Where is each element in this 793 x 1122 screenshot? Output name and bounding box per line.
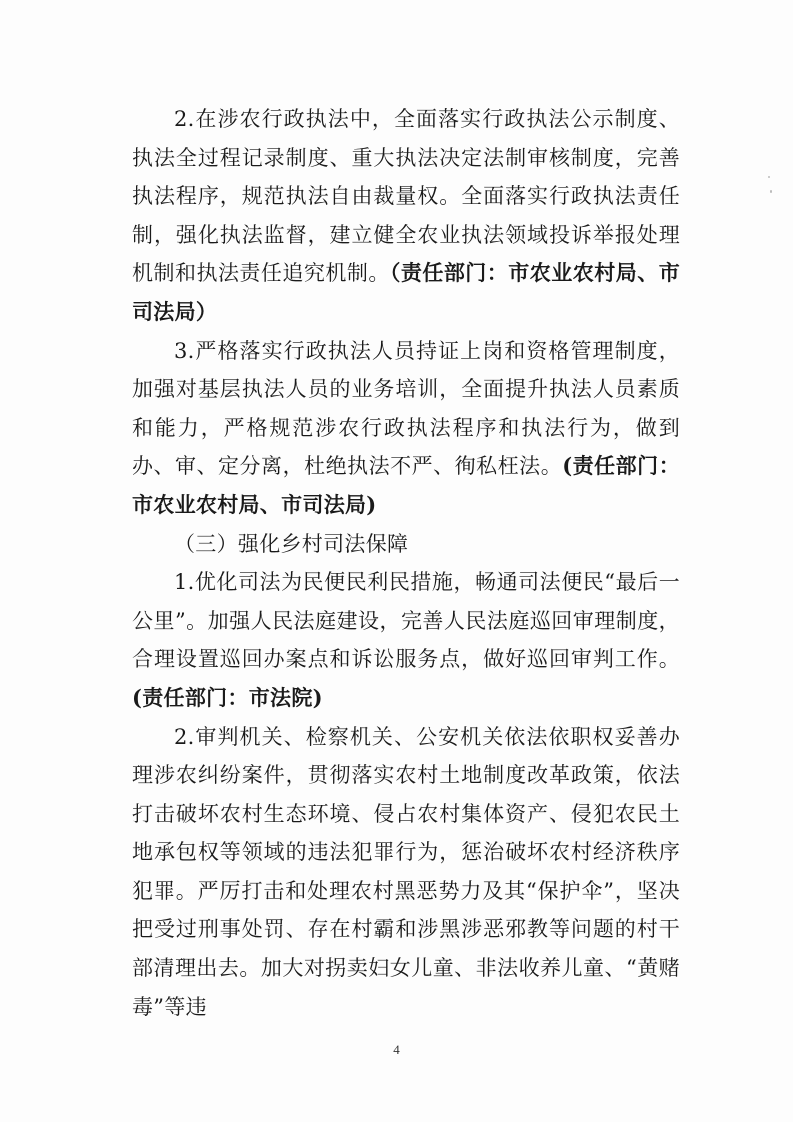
paragraph-item-2-judicial [132,718,680,1027]
scan-speck [768,176,770,178]
responsible-department: （责任部门：市农业农村局、市司法局） [132,260,680,324]
paragraph-item-3 [132,332,680,525]
paragraph-text: 2.在涉农行政执法中，全面落实行政执法公示制度、执法全过程记录制度、重大执法决定法制审核制度，完善执法程序，规范执法自由裁量权。全面落实行政执法责任制，强化执法监督，建立健全农业执法领域投诉举报处理机制和执法责任追究机制。 [132,107,680,286]
paragraph-text: 1.优化司法为民便民利民措施，畅通司法便民“最后一公里”。加强人民法庭建设，完善人民法庭巡回审理制度，合理设置巡回办案点和诉讼服务点，做好巡回审判工作。 [132,570,680,672]
document-body [132,100,680,1026]
paragraph-text: 3.严格落实行政执法人员持证上岗和资格管理制度，加强对基层执法人员的业务培训，全面提升执法人员素质和能力，严格规范涉农行政执法程序和执法行为，做到办、审、定分离，杜绝执法不严、徇私枉法。 [132,338,680,479]
paragraph-text: 2.审判机关、检察机关、公安机关依法依职权妥善办理涉农纠纷案件，贯彻落实农村土地制度改革政策，依法打击破坏农村生态环境、侵占农村集体资产、侵犯农民土地承包权等领域的违法犯罪行为，惩治破坏农村经济秩序犯罪。严厉打击和处理农村黑恶势力及其“保护伞”，坚决把受过刑事处罚、存在村霸和涉黑涉恶邪教等问题的村干部清理出去。加大对拐卖妇女儿童、非法收养儿童、“黄赌毒”等违 [132,724,680,1019]
responsible-department: (责任部门：市法院) [132,684,323,710]
paragraph-item-1 [132,563,680,717]
section-heading: （三）强化乡村司法保障 [174,531,409,556]
page-number: 4 [393,1042,400,1057]
paragraph-item-2 [132,100,680,332]
responsible-department: (责任部门：市农业农村局、市司法局) [132,453,680,517]
scan-speck [770,190,772,193]
